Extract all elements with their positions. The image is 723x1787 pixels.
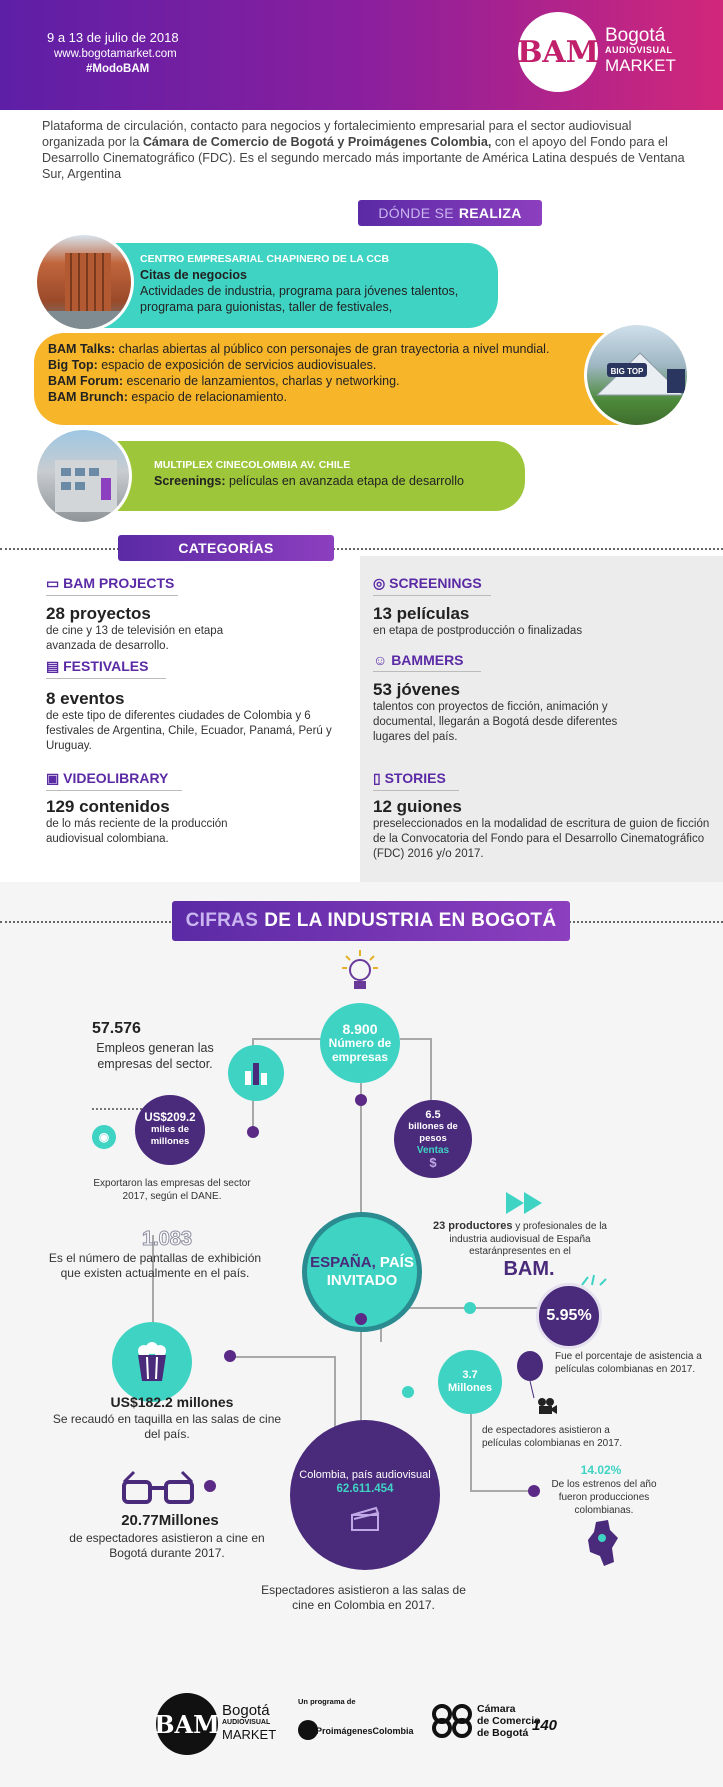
people-icon: ☺ — [373, 652, 392, 668]
node-dot — [355, 1094, 367, 1106]
asistencia-desc: Fue el porcentaje de asistencia a películas colombianas en 2017. — [555, 1351, 702, 1375]
venue-multiplex-key: Screenings: — [154, 474, 226, 488]
category-heading-text: SCREENINGS — [389, 575, 482, 591]
category-bam-projects — [46, 575, 361, 654]
venue-item-value: charlas abiertas al público con personajes de gran trayectoria a nivel mundial. — [115, 342, 550, 356]
bogota-number: 20.77Millones — [121, 1512, 219, 1529]
ventas-number: 6.5 — [425, 1109, 441, 1121]
category-number: 8 eventos — [46, 689, 125, 708]
venue-item — [48, 389, 620, 405]
category-desc: talentos con proyectos de ficción, animación y documental, llegarán a Bogotá desde diferentes lugares del país. — [373, 701, 618, 743]
category-number: 13 películas — [373, 604, 470, 623]
empresas-label: Número de empresas — [328, 1036, 392, 1064]
logo-audiovisual: AUDIOVISUAL — [605, 45, 673, 55]
footer-logo-market: MARKET — [222, 1727, 277, 1742]
connector-line — [400, 1038, 430, 1040]
export-circle — [135, 1095, 205, 1165]
colombia-map-icon — [582, 1518, 622, 1568]
venue-item — [48, 341, 620, 357]
bar-chart-icon — [228, 1045, 284, 1101]
film-reel-icon: ◎ — [373, 575, 390, 591]
intro-text-2: con el apoyo del Fondo para el Desarrollo Cinematográfico (FDC). Es el segundo mercado más importante de América Latina después de Ventana Sur, Argentina — [42, 135, 685, 181]
bigtop-tent-photo — [584, 322, 690, 428]
category-heading-text: BAMMERS — [391, 652, 464, 668]
bigtop-sign: BIG TOP — [610, 367, 644, 376]
productores-text: y profesionales de la industria audiovisual de España estaránpresentes en el — [449, 1221, 607, 1257]
fast-forward-icon — [504, 1190, 544, 1216]
pantallas-number: 1.083 — [141, 1228, 193, 1250]
ventas-circle — [394, 1100, 472, 1178]
venue-chapinero-line1: Citas de negocios — [140, 268, 247, 282]
footer-logo-letters: BAM — [154, 1709, 220, 1739]
node-dot — [224, 1350, 236, 1362]
proimagenes-icon — [298, 1720, 318, 1740]
multiplex-building-photo — [34, 427, 132, 525]
intro-bold: Cámara de Comercio de Bogotá y Proimágenes Colombia, — [142, 135, 492, 149]
espana-text-a: ESPAÑA, — [310, 1254, 376, 1271]
category-desc: de este tipo de diferentes ciudades de Colombia y 6 festivales de Argentina, Chile, Ecuador, Panamá, Perú y Uruguay. — [46, 710, 332, 752]
ventas-unit: billones de pesos — [408, 1121, 458, 1144]
category-heading — [46, 658, 166, 679]
empresas-number: 8.900 — [342, 1021, 378, 1037]
intro-paragraph — [42, 118, 692, 182]
venue-chapinero-title: CENTRO EMPRESARIAL CHAPINERO DE LA CCB — [140, 253, 390, 265]
footer-programa: Un programa de — [298, 1697, 356, 1706]
footer-bam-logo — [156, 1693, 218, 1755]
espana-text-c: INVITADO — [326, 1272, 398, 1289]
colombia-desc: Espectadores asistieron a las salas de cine en Colombia en 2017. — [261, 1583, 466, 1612]
productores-number: 23 productores — [433, 1220, 513, 1232]
venue-multiplex-title: MULTIPLEX CINECOLOMBIA AV. CHILE — [154, 459, 351, 471]
productores-desc — [430, 1220, 610, 1259]
dollar-icon: $ — [429, 1155, 437, 1170]
category-desc: de cine y 13 de televisión en etapa avanzada de desarrollo. — [46, 625, 224, 652]
website-link[interactable]: www.bogotamarket.com — [54, 48, 177, 60]
empleos-desc: Empleos generan las empresas del sector. — [96, 1041, 214, 1071]
category-heading-text: BAM PROJECTS — [63, 575, 175, 591]
category-heading — [373, 652, 481, 672]
logo-city: Bogotá — [605, 25, 666, 46]
category-desc: de lo más reciente de la producción audiovisual colombiana. — [46, 818, 228, 845]
category-number: 28 proyectos — [46, 604, 151, 623]
millones-circle — [438, 1350, 502, 1414]
category-number: 129 contenidos — [46, 797, 170, 816]
node-dot — [204, 1480, 216, 1492]
hashtag: #ModoBAM — [86, 63, 150, 75]
node-dot — [355, 1313, 367, 1325]
connector-line — [470, 1490, 530, 1492]
footer-logo-city: Bogotá — [222, 1702, 270, 1719]
popcorn-circle — [112, 1322, 192, 1402]
ccb-line2: de Comercio — [477, 1715, 541, 1727]
category-screenings — [373, 575, 713, 639]
venue-multiplex — [88, 441, 525, 511]
sparkle-icon — [578, 1273, 608, 1287]
venue-item-value: espacio de relacionamiento. — [127, 390, 287, 404]
venue-bigtop — [34, 333, 634, 425]
category-heading — [46, 770, 182, 791]
venue-item-key: Big Top: — [48, 358, 98, 372]
asistencia-circle — [536, 1283, 602, 1349]
venue-item — [48, 373, 620, 389]
millones-unit: Millones — [447, 1382, 492, 1394]
connector-dotted — [92, 1108, 142, 1110]
event-dates: 9 a 13 de julio de 2018 — [47, 30, 179, 45]
venue-multiplex-value: películas en avanzada etapa de desarrollo — [225, 474, 464, 488]
empresas-circle — [320, 1003, 400, 1083]
empleos-number: 57.576 — [92, 1020, 141, 1037]
millones-number: 3.7 — [462, 1369, 478, 1381]
video-icon: ▣ — [46, 770, 64, 786]
colombia-label: Colombia, país audiovisual — [299, 1469, 431, 1481]
asistencia-number: 5.95% — [546, 1307, 592, 1324]
category-heading-text: VIDEOLIBRARY — [63, 770, 169, 786]
export-unit: miles de millones — [150, 1124, 190, 1147]
pantallas-desc: Es el número de pantallas de exhibición que existen actualmente en el país. — [48, 1251, 262, 1280]
lightbulb-icon — [340, 948, 380, 996]
category-videolibrary — [46, 770, 361, 847]
venue-item — [48, 357, 620, 373]
venue-item-value: espacio de exposición de servicios audiovisuales. — [97, 358, 377, 372]
taquilla-desc: Se recaudó en taquilla en las salas de cine del país. — [52, 1412, 282, 1441]
estrenos-desc: De los estrenos del año fueron producciones colombianas. — [551, 1479, 657, 1516]
bam-logo-letters: BAM — [517, 34, 599, 70]
connector-line — [252, 1038, 322, 1040]
node-dot — [464, 1302, 476, 1314]
category-number: 53 jóvenes — [373, 680, 460, 699]
espana-text-b: PAÍS — [379, 1254, 414, 1271]
category-desc: preseleccionados en la modalidad de escritura de guion de ficción de la Convocatoria del Fondo para el Desarrollo Cinematográfico (FDC) 2016 y/o 2017. — [373, 818, 710, 860]
movie-camera-icon — [536, 1397, 558, 1415]
festival-icon: ▤ — [46, 658, 64, 674]
colombia-circle — [290, 1420, 440, 1570]
footer-logo-sub: AUDIOVISUAL — [222, 1719, 271, 1726]
piggy-bank-icon: ◉ — [92, 1125, 116, 1149]
venue-item-key: BAM Talks: — [48, 342, 116, 356]
bam-mark: BAM. — [503, 1258, 555, 1280]
millones-desc: de espectadores asistieron a películas colombianas en 2017. — [482, 1425, 623, 1449]
node-dot — [247, 1126, 259, 1138]
node-dot — [402, 1386, 414, 1398]
category-heading — [373, 575, 491, 596]
footer-proimagenes: ProimágenesColombia — [316, 1726, 414, 1736]
bam-logo — [518, 12, 598, 92]
cifras-banner-a: CIFRAS — [185, 910, 259, 931]
ventas-label: Ventas — [416, 1145, 450, 1156]
venue-chapinero-line2: Actividades de industria, programa para jóvenes talentos, programa para guionistas, taller de festivales, — [140, 284, 459, 314]
colombia-number: 62.611.454 — [336, 1483, 394, 1495]
venue-chapinero — [88, 243, 498, 328]
ccb-logo-icon — [430, 1704, 474, 1738]
estrenos-number: 14.02% — [580, 1463, 622, 1477]
section-divider — [0, 548, 723, 550]
donde-banner-a: DÓNDE SE — [378, 205, 454, 221]
category-heading-text: STORIES — [384, 770, 446, 786]
node-dot — [528, 1485, 540, 1497]
ccb-line1: Cámara — [477, 1703, 516, 1715]
donde-banner-b: REALIZA — [458, 205, 522, 221]
cifras-banner — [172, 901, 570, 941]
category-bammers — [373, 652, 713, 745]
bogota-desc: de espectadores asistieron a cine en Bogotá durante 2017. — [69, 1531, 265, 1560]
venue-item-key: BAM Brunch: — [48, 390, 128, 404]
category-stories — [373, 770, 718, 862]
document-icon: ▯ — [373, 770, 385, 786]
taquilla-number: US$182.2 millones — [110, 1394, 234, 1410]
venue-item-key: BAM Forum: — [48, 374, 123, 388]
chapinero-building-photo — [34, 232, 134, 332]
categorias-banner: CATEGORÍAS — [118, 535, 334, 561]
category-heading — [373, 770, 459, 791]
cifras-banner-b: DE LA INDUSTRIA EN BOGOTÁ — [264, 910, 557, 931]
export-desc: Exportaron las empresas del sector 2017, según el DANE. — [93, 1178, 251, 1202]
donde-banner — [358, 200, 542, 226]
category-number: 12 guiones — [373, 797, 462, 816]
balloon-icon — [516, 1350, 546, 1400]
footer-anos: 140 — [532, 1717, 558, 1734]
connector-line — [230, 1356, 335, 1358]
clapperboard-icon — [350, 1506, 380, 1532]
export-number: US$209.2 — [144, 1112, 196, 1124]
category-desc: en etapa de postproducción o finalizadas — [373, 625, 583, 637]
venue-item-value: escenario de lanzamientos, charlas y networking. — [123, 374, 400, 388]
category-heading — [46, 575, 178, 596]
glasses-icon — [120, 1468, 196, 1508]
logo-market: MARKET — [605, 56, 676, 75]
category-heading-text: FESTIVALES — [63, 658, 149, 674]
header-band — [0, 0, 723, 110]
popcorn-icon — [134, 1341, 170, 1383]
projects-icon: ▭ — [46, 575, 64, 591]
ccb-line3: de Bogotá — [477, 1727, 529, 1739]
intro-text-1: Plataforma de circulación, contacto para negocios y fortalecimiento empresarial para el sector audiovisual organizada por la — [42, 119, 632, 149]
category-festivales — [46, 658, 361, 754]
